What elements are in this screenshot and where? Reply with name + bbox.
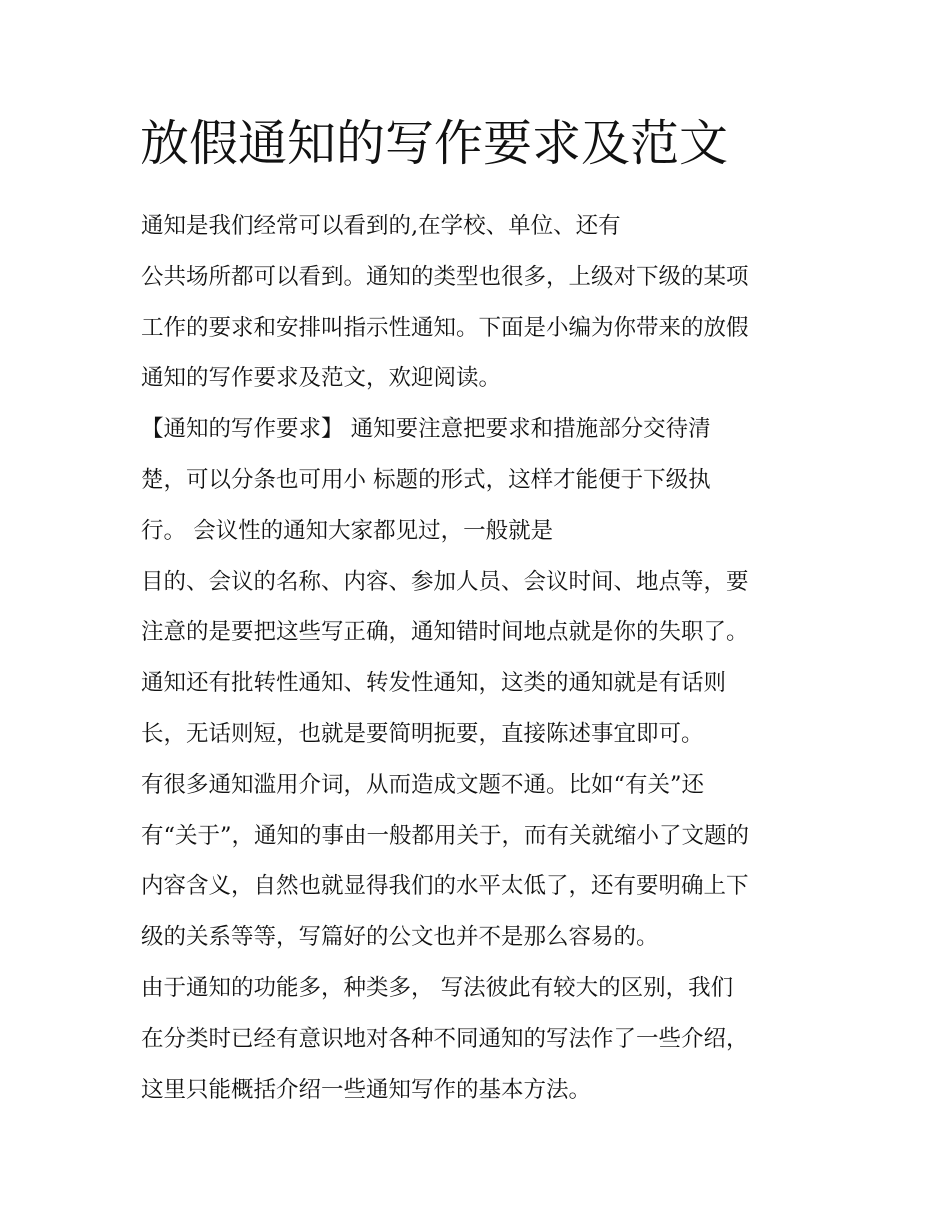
body-line: 长，无话则短，也就是要简明扼要，直接陈述事宜即可。 <box>141 720 704 747</box>
body-line: 级的关系等等，写篇好的公文也并不是那么容易的。 <box>141 924 659 951</box>
body-line: 这里只能概括介绍一些通知写作的基本方法。 <box>141 1076 592 1103</box>
document-body <box>141 201 821 1115</box>
body-line: 通知是我们经常可以看到的,在学校、单位、还有 <box>141 213 621 239</box>
body-line: 工作的要求和安排叫指示性通知。下面是小编为你带来的放假 <box>141 314 749 341</box>
body-line: 注意的是要把这些写正确，通知错时间地点就是你的失职了。 <box>141 619 749 646</box>
body-line: 内容含义，自然也就显得我们的水平太低了，还有要明确上下 <box>141 873 749 900</box>
body-line: 在分类时已经有意识地对各种不同通知的写法作了一些介绍， <box>141 1025 749 1052</box>
document-title: 放假通知的写作要求及范文 <box>140 115 729 172</box>
body-line: 通知的写作要求及范文，欢迎阅读。 <box>141 365 502 392</box>
body-line: 由于通知的功能多，种类多， 写法彼此有较大的区别，我们 <box>141 974 734 1001</box>
body-line: 有很多通知滥用介词，从而造成文题不通。比如“有关”还 <box>141 771 705 798</box>
body-line: 楚，可以分条也可用小 标题的形式，这样才能便于下级执 <box>141 466 711 493</box>
body-line: 通知还有批转性通知、转发性通知，这类的通知就是有话则 <box>141 670 727 697</box>
body-line: 行。 会议性的通知大家都见过，一般就是 <box>141 517 554 544</box>
body-line: 公共场所都可以看到。通知的类型也很多，上级对下级的某项 <box>141 263 749 290</box>
body-line: 【通知的写作要求】 通知要注意把要求和措施部分交待清 <box>141 416 711 443</box>
body-line: 有“关于”，通知的事由一般都用关于，而有关就缩小了文题的 <box>141 822 750 849</box>
body-line: 目的、会议的名称、内容、参加人员、会议时间、地点等，要 <box>141 568 749 595</box>
